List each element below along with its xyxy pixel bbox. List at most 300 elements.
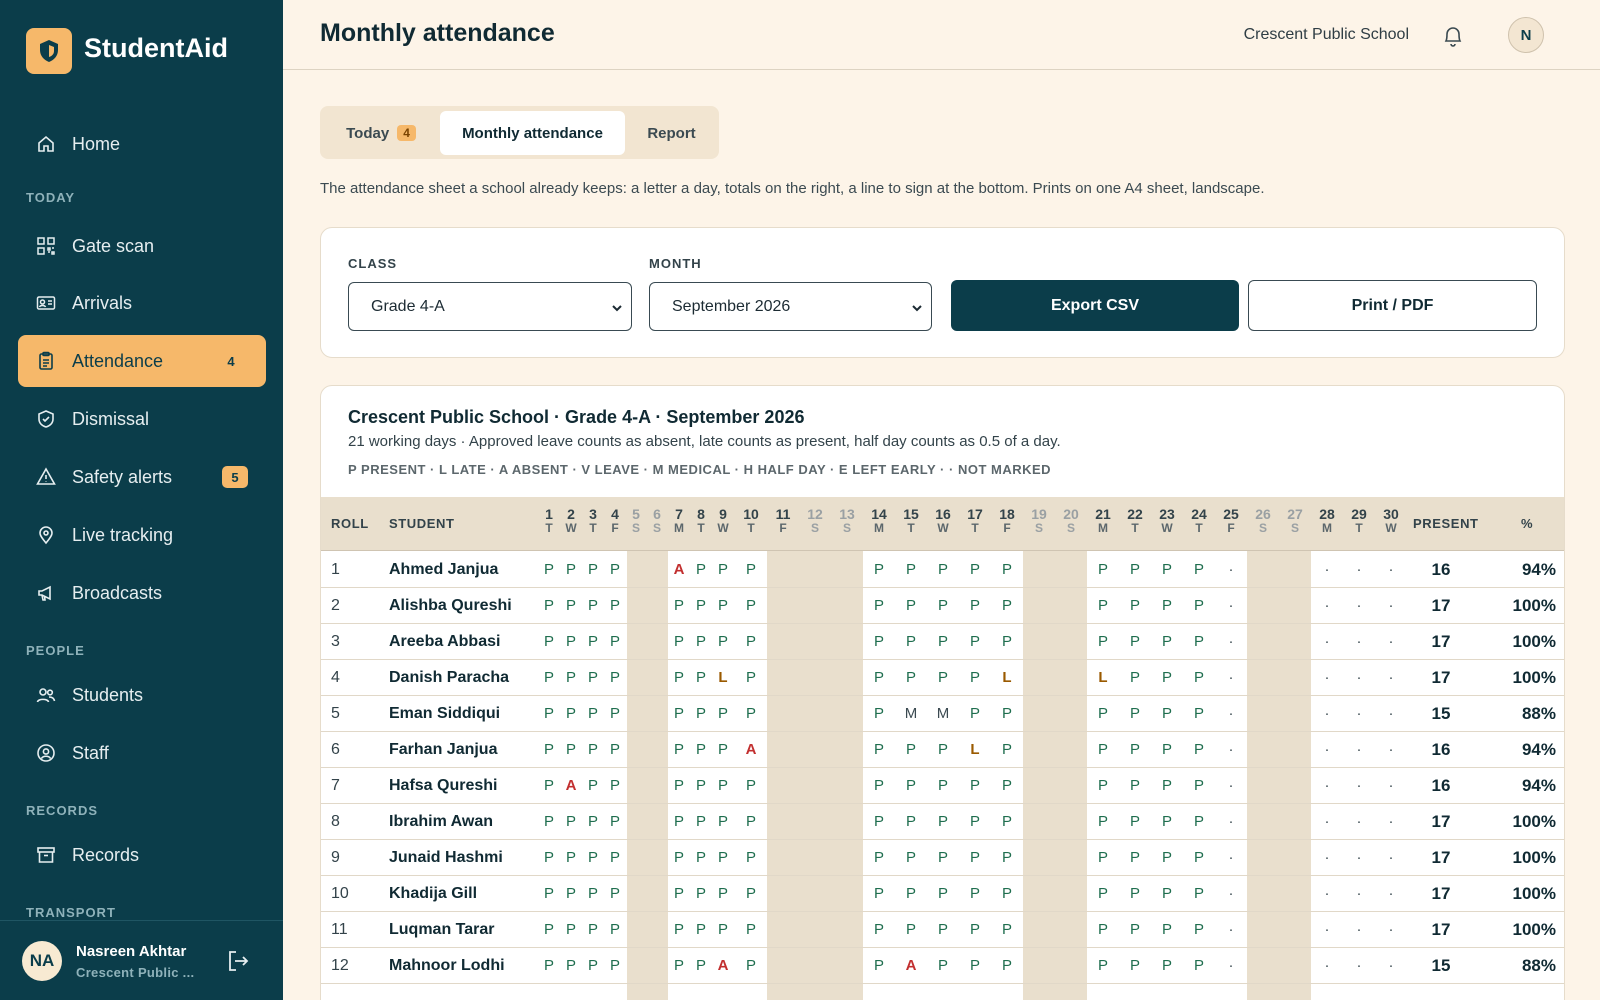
attendance-mark[interactable]: P: [695, 921, 706, 938]
tab-report[interactable]: [628, 111, 715, 155]
attendance-mark[interactable]: ·: [1228, 777, 1234, 794]
attendance-mark[interactable]: P: [1001, 921, 1012, 938]
student-name[interactable]: Mahnoor Lodhi: [389, 957, 505, 974]
attendance-mark[interactable]: P: [1001, 705, 1012, 722]
attendance-mark[interactable]: P: [1001, 849, 1012, 866]
attendance-mark[interactable]: P: [565, 885, 576, 902]
attendance-mark[interactable]: P: [905, 669, 916, 686]
attendance-mark[interactable]: ·: [1324, 705, 1330, 722]
attendance-mark[interactable]: ·: [1228, 813, 1234, 830]
attendance-mark[interactable]: P: [745, 849, 756, 866]
attendance-mark[interactable]: P: [873, 777, 884, 794]
attendance-mark[interactable]: P: [609, 849, 620, 866]
attendance-mark[interactable]: P: [609, 885, 620, 902]
attendance-mark[interactable]: P: [543, 849, 554, 866]
attendance-mark[interactable]: P: [543, 633, 554, 650]
student-name[interactable]: Areeba Abbasi: [389, 633, 501, 650]
attendance-mark[interactable]: P: [695, 777, 706, 794]
attendance-mark[interactable]: P: [969, 561, 980, 578]
attendance-mark[interactable]: P: [873, 669, 884, 686]
attendance-mark[interactable]: P: [873, 957, 884, 974]
attendance-mark[interactable]: P: [1001, 813, 1012, 830]
attendance-mark[interactable]: P: [717, 741, 728, 758]
student-name[interactable]: Danish Paracha: [389, 669, 510, 686]
attendance-mark[interactable]: P: [969, 705, 980, 722]
attendance-mark[interactable]: P: [587, 849, 598, 866]
attendance-mark[interactable]: P: [695, 597, 706, 614]
table-row[interactable]: [321, 803, 1565, 840]
attendance-mark[interactable]: ·: [1356, 633, 1362, 650]
attendance-mark[interactable]: ·: [1324, 597, 1330, 614]
attendance-mark[interactable]: P: [609, 705, 620, 722]
attendance-mark[interactable]: P: [1001, 777, 1012, 794]
attendance-mark[interactable]: P: [673, 777, 684, 794]
attendance-mark[interactable]: P: [673, 813, 684, 830]
attendance-mark[interactable]: P: [1161, 741, 1172, 758]
table-row[interactable]: [321, 731, 1565, 768]
attendance-mark[interactable]: P: [673, 957, 684, 974]
attendance-mark[interactable]: P: [905, 777, 916, 794]
attendance-mark[interactable]: P: [937, 813, 948, 830]
attendance-mark[interactable]: P: [1193, 957, 1204, 974]
attendance-mark[interactable]: P: [543, 777, 554, 794]
attendance-mark[interactable]: A: [905, 957, 917, 974]
attendance-mark[interactable]: P: [609, 597, 620, 614]
attendance-mark[interactable]: ·: [1228, 669, 1234, 686]
attendance-mark[interactable]: P: [1193, 741, 1204, 758]
table-row[interactable]: [321, 551, 1565, 588]
attendance-mark[interactable]: P: [1129, 777, 1140, 794]
attendance-mark[interactable]: P: [565, 633, 576, 650]
attendance-mark[interactable]: P: [1193, 777, 1204, 794]
attendance-mark[interactable]: ·: [1388, 561, 1394, 578]
attendance-mark[interactable]: P: [717, 813, 728, 830]
attendance-mark[interactable]: P: [905, 885, 916, 902]
attendance-mark[interactable]: P: [969, 669, 980, 686]
attendance-mark[interactable]: P: [695, 741, 706, 758]
attendance-mark[interactable]: P: [1161, 849, 1172, 866]
attendance-mark[interactable]: ·: [1228, 885, 1234, 902]
attendance-mark[interactable]: P: [609, 561, 620, 578]
attendance-mark[interactable]: P: [717, 561, 728, 578]
student-name[interactable]: Alishba Qureshi: [389, 597, 512, 614]
attendance-mark[interactable]: A: [745, 741, 757, 758]
attendance-mark[interactable]: P: [937, 885, 948, 902]
attendance-mark[interactable]: P: [587, 885, 598, 902]
attendance-mark[interactable]: P: [1129, 705, 1140, 722]
student-name[interactable]: Ibrahim Awan: [389, 813, 494, 830]
attendance-mark[interactable]: ·: [1356, 777, 1362, 794]
attendance-mark[interactable]: ·: [1324, 957, 1330, 974]
attendance-mark[interactable]: P: [905, 849, 916, 866]
attendance-mark[interactable]: P: [543, 813, 554, 830]
attendance-mark[interactable]: P: [905, 741, 916, 758]
attendance-mark[interactable]: P: [1129, 849, 1140, 866]
attendance-mark[interactable]: ·: [1324, 813, 1330, 830]
sidebar-item-safety-alerts[interactable]: [18, 451, 266, 503]
attendance-mark[interactable]: ·: [1356, 597, 1362, 614]
student-name[interactable]: Junaid Hashmi: [389, 849, 503, 866]
attendance-mark[interactable]: P: [745, 669, 756, 686]
attendance-mark[interactable]: P: [587, 705, 598, 722]
header-avatar[interactable]: N: [1508, 17, 1544, 53]
attendance-mark[interactable]: ·: [1356, 813, 1362, 830]
attendance-mark[interactable]: P: [1129, 561, 1140, 578]
attendance-mark[interactable]: ·: [1324, 741, 1330, 758]
sidebar-item-home[interactable]: [18, 118, 266, 170]
attendance-mark[interactable]: P: [745, 921, 756, 938]
attendance-mark[interactable]: ·: [1356, 741, 1362, 758]
attendance-mark[interactable]: P: [695, 885, 706, 902]
attendance-mark[interactable]: P: [1001, 957, 1012, 974]
attendance-mark[interactable]: P: [673, 849, 684, 866]
attendance-mark[interactable]: P: [1161, 921, 1172, 938]
attendance-mark[interactable]: P: [609, 813, 620, 830]
attendance-mark[interactable]: P: [565, 561, 576, 578]
attendance-mark[interactable]: P: [969, 885, 980, 902]
attendance-mark[interactable]: P: [969, 921, 980, 938]
attendance-mark[interactable]: P: [1161, 957, 1172, 974]
attendance-mark[interactable]: P: [873, 813, 884, 830]
attendance-mark[interactable]: P: [1161, 885, 1172, 902]
attendance-mark[interactable]: P: [745, 705, 756, 722]
attendance-mark[interactable]: P: [1161, 705, 1172, 722]
attendance-mark[interactable]: P: [937, 669, 948, 686]
attendance-mark[interactable]: P: [873, 849, 884, 866]
attendance-mark[interactable]: M: [936, 705, 950, 722]
attendance-mark[interactable]: P: [1161, 777, 1172, 794]
attendance-mark[interactable]: P: [565, 849, 576, 866]
sidebar-item-staff[interactable]: [18, 727, 266, 779]
attendance-mark[interactable]: P: [565, 597, 576, 614]
attendance-mark[interactable]: P: [609, 777, 620, 794]
attendance-mark[interactable]: ·: [1324, 921, 1330, 938]
sidebar-item-records[interactable]: [18, 829, 266, 881]
attendance-mark[interactable]: P: [673, 921, 684, 938]
attendance-mark[interactable]: P: [1097, 633, 1108, 650]
attendance-mark[interactable]: P: [543, 741, 554, 758]
attendance-mark[interactable]: ·: [1356, 561, 1362, 578]
attendance-mark[interactable]: ·: [1356, 885, 1362, 902]
attendance-mark[interactable]: P: [1193, 633, 1204, 650]
attendance-mark[interactable]: P: [1193, 669, 1204, 686]
attendance-mark[interactable]: P: [543, 561, 554, 578]
attendance-mark[interactable]: ·: [1388, 669, 1394, 686]
attendance-mark[interactable]: P: [937, 561, 948, 578]
attendance-mark[interactable]: A: [717, 957, 729, 974]
attendance-mark[interactable]: L: [1098, 669, 1108, 686]
attendance-mark[interactable]: P: [1129, 741, 1140, 758]
attendance-mark[interactable]: ·: [1388, 705, 1394, 722]
student-name[interactable]: Eman Siddiqui: [389, 705, 501, 722]
attendance-mark[interactable]: P: [543, 669, 554, 686]
attendance-mark[interactable]: P: [1097, 885, 1108, 902]
sidebar-item-students[interactable]: [18, 669, 266, 721]
attendance-mark[interactable]: P: [543, 885, 554, 902]
sidebar-item-gate-scan[interactable]: [18, 220, 266, 272]
attendance-mark[interactable]: P: [1097, 705, 1108, 722]
table-row[interactable]: [321, 875, 1565, 912]
attendance-mark[interactable]: P: [1161, 561, 1172, 578]
attendance-mark[interactable]: P: [1001, 741, 1012, 758]
attendance-mark[interactable]: ·: [1228, 561, 1234, 578]
bell-icon[interactable]: [1442, 24, 1464, 53]
attendance-mark[interactable]: P: [587, 957, 598, 974]
attendance-mark[interactable]: P: [1001, 885, 1012, 902]
attendance-mark[interactable]: P: [717, 849, 728, 866]
attendance-mark[interactable]: ·: [1324, 633, 1330, 650]
attendance-mark[interactable]: P: [745, 885, 756, 902]
attendance-mark[interactable]: ·: [1356, 669, 1362, 686]
attendance-mark[interactable]: P: [1129, 813, 1140, 830]
attendance-mark[interactable]: P: [937, 597, 948, 614]
attendance-mark[interactable]: P: [1161, 597, 1172, 614]
attendance-mark[interactable]: P: [587, 813, 598, 830]
student-name[interactable]: Luqman Tarar: [389, 921, 495, 938]
attendance-mark[interactable]: P: [565, 921, 576, 938]
attendance-mark[interactable]: ·: [1228, 597, 1234, 614]
attendance-mark[interactable]: P: [873, 633, 884, 650]
attendance-mark[interactable]: P: [695, 633, 706, 650]
attendance-mark[interactable]: P: [905, 597, 916, 614]
attendance-percent: 100%: [1512, 668, 1556, 687]
attendance-mark[interactable]: P: [1097, 777, 1108, 794]
attendance-mark[interactable]: P: [1193, 561, 1204, 578]
attendance-mark[interactable]: P: [695, 957, 706, 974]
attendance-mark[interactable]: P: [873, 561, 884, 578]
attendance-mark[interactable]: P: [1161, 669, 1172, 686]
attendance-mark[interactable]: P: [565, 813, 576, 830]
attendance-mark[interactable]: P: [873, 885, 884, 902]
attendance-mark[interactable]: P: [587, 921, 598, 938]
attendance-mark[interactable]: ·: [1228, 741, 1234, 758]
attendance-mark[interactable]: L: [970, 741, 980, 758]
attendance-mark[interactable]: P: [673, 633, 684, 650]
attendance-mark[interactable]: ·: [1388, 777, 1394, 794]
attendance-mark[interactable]: P: [905, 561, 916, 578]
attendance-mark[interactable]: P: [969, 597, 980, 614]
attendance-mark[interactable]: P: [745, 777, 756, 794]
attendance-mark[interactable]: ·: [1388, 885, 1394, 902]
attendance-mark[interactable]: L: [718, 669, 728, 686]
student-name[interactable]: Ahmed Janjua: [389, 561, 499, 578]
attendance-mark[interactable]: P: [543, 957, 554, 974]
attendance-mark[interactable]: L: [1002, 669, 1012, 686]
attendance-mark[interactable]: ·: [1228, 921, 1234, 938]
attendance-mark[interactable]: ·: [1324, 777, 1330, 794]
attendance-mark[interactable]: P: [609, 669, 620, 686]
student-name[interactable]: Farhan Janjua: [389, 741, 498, 758]
attendance-mark[interactable]: P: [673, 885, 684, 902]
sidebar-item-broadcasts[interactable]: [18, 567, 266, 619]
attendance-mark[interactable]: P: [1129, 885, 1140, 902]
attendance-mark[interactable]: P: [1097, 849, 1108, 866]
attendance-mark[interactable]: P: [1129, 921, 1140, 938]
attendance-mark[interactable]: P: [969, 777, 980, 794]
attendance-mark[interactable]: ·: [1356, 957, 1362, 974]
table-row[interactable]: [321, 623, 1565, 660]
sidebar-item-arrivals[interactable]: [18, 277, 266, 329]
attendance-mark[interactable]: ·: [1356, 705, 1362, 722]
attendance-mark[interactable]: P: [873, 705, 884, 722]
attendance-mark[interactable]: P: [1001, 561, 1012, 578]
attendance-mark[interactable]: P: [1097, 921, 1108, 938]
attendance-mark[interactable]: P: [1161, 813, 1172, 830]
attendance-mark[interactable]: P: [745, 597, 756, 614]
attendance-mark[interactable]: P: [745, 561, 756, 578]
attendance-mark[interactable]: P: [695, 849, 706, 866]
attendance-mark[interactable]: P: [1161, 633, 1172, 650]
attendance-mark[interactable]: P: [673, 705, 684, 722]
attendance-mark[interactable]: ·: [1324, 669, 1330, 686]
attendance-mark[interactable]: P: [969, 813, 980, 830]
sidebar-item-live-tracking[interactable]: [18, 509, 266, 561]
attendance-mark[interactable]: P: [565, 957, 576, 974]
attendance-mark[interactable]: P: [587, 741, 598, 758]
attendance-mark[interactable]: ·: [1388, 741, 1394, 758]
attendance-mark[interactable]: ·: [1388, 921, 1394, 938]
attendance-mark[interactable]: P: [587, 777, 598, 794]
attendance-mark[interactable]: P: [717, 705, 728, 722]
attendance-mark[interactable]: P: [565, 741, 576, 758]
attendance-mark[interactable]: P: [565, 669, 576, 686]
attendance-mark[interactable]: ·: [1356, 921, 1362, 938]
attendance-mark[interactable]: P: [1129, 957, 1140, 974]
class-select[interactable]: [348, 282, 632, 331]
attendance-mark[interactable]: P: [1193, 921, 1204, 938]
attendance-mark[interactable]: P: [695, 669, 706, 686]
attendance-mark[interactable]: ·: [1388, 849, 1394, 866]
table-row[interactable]: [321, 839, 1565, 876]
attendance-mark[interactable]: P: [937, 777, 948, 794]
attendance-mark[interactable]: P: [695, 561, 706, 578]
attendance-mark[interactable]: ·: [1228, 849, 1234, 866]
attendance-mark[interactable]: P: [673, 669, 684, 686]
attendance-mark[interactable]: A: [673, 561, 685, 578]
tab-monthly-attendance[interactable]: [440, 111, 625, 155]
print-pdf-button[interactable]: Print / PDF: [1248, 280, 1537, 331]
attendance-mark[interactable]: P: [1129, 633, 1140, 650]
table-row[interactable]: [321, 695, 1565, 732]
attendance-mark[interactable]: P: [1193, 813, 1204, 830]
attendance-mark[interactable]: P: [543, 921, 554, 938]
attendance-mark[interactable]: ·: [1228, 705, 1234, 722]
attendance-mark[interactable]: P: [969, 849, 980, 866]
user-avatar[interactable]: NA: [22, 941, 62, 981]
attendance-mark[interactable]: P: [937, 633, 948, 650]
attendance-mark[interactable]: P: [609, 633, 620, 650]
attendance-mark[interactable]: P: [695, 705, 706, 722]
attendance-mark[interactable]: A: [565, 777, 577, 794]
attendance-mark[interactable]: P: [587, 633, 598, 650]
logout-icon[interactable]: [226, 949, 250, 978]
attendance-mark[interactable]: ·: [1388, 633, 1394, 650]
attendance-mark[interactable]: P: [565, 705, 576, 722]
attendance-mark[interactable]: P: [905, 633, 916, 650]
attendance-mark[interactable]: P: [969, 957, 980, 974]
attendance-mark[interactable]: P: [609, 957, 620, 974]
attendance-mark[interactable]: P: [1129, 669, 1140, 686]
attendance-mark[interactable]: P: [937, 921, 948, 938]
attendance-mark[interactable]: P: [1097, 741, 1108, 758]
attendance-mark[interactable]: ·: [1324, 849, 1330, 866]
attendance-mark[interactable]: P: [1097, 813, 1108, 830]
sidebar-item-attendance[interactable]: [18, 335, 266, 387]
export-csv-button[interactable]: Export CSV: [951, 280, 1239, 331]
attendance-mark[interactable]: P: [609, 921, 620, 938]
attendance-mark[interactable]: P: [873, 597, 884, 614]
student-name[interactable]: Khadija Gill: [389, 885, 478, 902]
table-row[interactable]: [321, 911, 1565, 948]
attendance-mark[interactable]: ·: [1228, 957, 1234, 974]
attendance-mark[interactable]: P: [717, 921, 728, 938]
attendance-mark[interactable]: P: [745, 813, 756, 830]
attendance-mark[interactable]: P: [717, 885, 728, 902]
attendance-mark[interactable]: P: [905, 921, 916, 938]
attendance-mark[interactable]: P: [673, 741, 684, 758]
attendance-mark[interactable]: P: [1129, 597, 1140, 614]
attendance-mark[interactable]: P: [745, 957, 756, 974]
table-row[interactable]: [321, 947, 1565, 984]
attendance-mark[interactable]: P: [1193, 705, 1204, 722]
attendance-mark[interactable]: P: [609, 741, 620, 758]
table-row[interactable]: [321, 767, 1565, 804]
attendance-mark[interactable]: M: [904, 705, 918, 722]
attendance-mark[interactable]: ·: [1228, 633, 1234, 650]
attendance-mark[interactable]: P: [543, 705, 554, 722]
attendance-mark[interactable]: P: [1193, 885, 1204, 902]
attendance-mark[interactable]: ·: [1356, 849, 1362, 866]
month-select[interactable]: [649, 282, 932, 331]
attendance-mark[interactable]: P: [1001, 633, 1012, 650]
attendance-mark[interactable]: P: [587, 669, 598, 686]
attendance-mark[interactable]: ·: [1388, 957, 1394, 974]
attendance-mark[interactable]: P: [543, 597, 554, 614]
attendance-mark[interactable]: P: [745, 633, 756, 650]
attendance-mark[interactable]: P: [1001, 597, 1012, 614]
attendance-mark[interactable]: P: [587, 597, 598, 614]
attendance-mark[interactable]: P: [1193, 597, 1204, 614]
attendance-mark[interactable]: P: [873, 741, 884, 758]
attendance-mark[interactable]: P: [969, 633, 980, 650]
attendance-mark[interactable]: P: [937, 741, 948, 758]
attendance-mark[interactable]: ·: [1388, 813, 1394, 830]
attendance-mark[interactable]: P: [695, 813, 706, 830]
tab-today[interactable]: [326, 111, 436, 155]
attendance-mark[interactable]: P: [1097, 957, 1108, 974]
attendance-mark[interactable]: P: [1097, 561, 1108, 578]
attendance-mark[interactable]: ·: [1388, 597, 1394, 614]
attendance-mark[interactable]: P: [873, 921, 884, 938]
table-row[interactable]: [321, 659, 1565, 696]
attendance-mark[interactable]: P: [673, 597, 684, 614]
attendance-mark[interactable]: ·: [1324, 885, 1330, 902]
student-name[interactable]: Hafsa Qureshi: [389, 777, 498, 794]
attendance-mark[interactable]: P: [1193, 849, 1204, 866]
attendance-mark[interactable]: P: [937, 849, 948, 866]
table-row[interactable]: [321, 587, 1565, 624]
attendance-mark[interactable]: P: [937, 957, 948, 974]
attendance-mark[interactable]: P: [717, 633, 728, 650]
attendance-mark[interactable]: P: [717, 597, 728, 614]
sidebar-item-dismissal[interactable]: [18, 393, 266, 445]
attendance-mark[interactable]: P: [717, 777, 728, 794]
brand[interactable]: [26, 28, 228, 74]
attendance-mark[interactable]: P: [587, 561, 598, 578]
attendance-mark[interactable]: P: [1097, 597, 1108, 614]
attendance-mark[interactable]: ·: [1324, 561, 1330, 578]
attendance-mark[interactable]: P: [905, 813, 916, 830]
